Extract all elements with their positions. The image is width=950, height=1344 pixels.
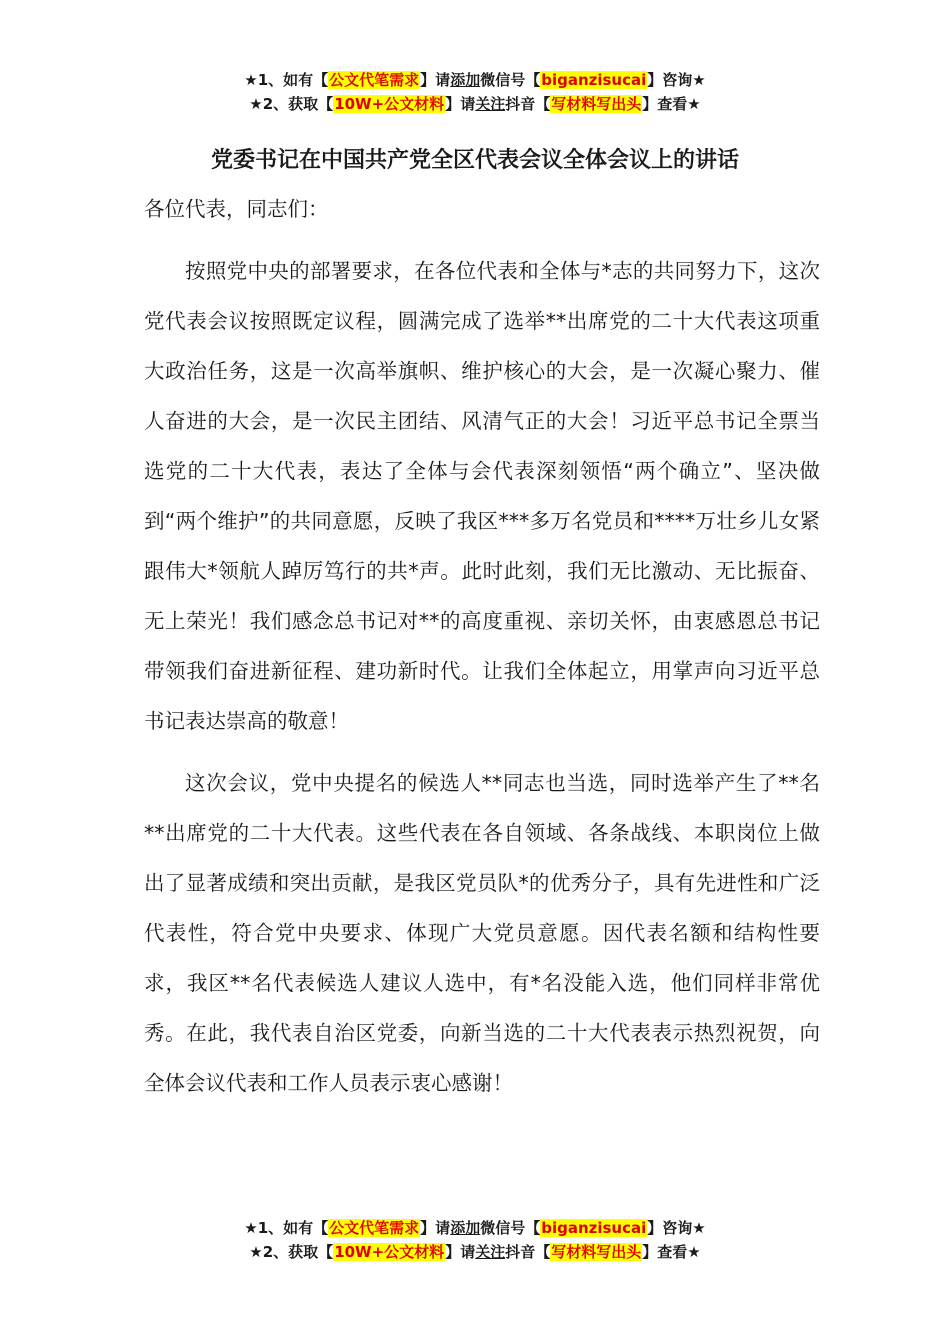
- promo-line-1: ★1、如有【公文代笔需求】请添加微信号【biganzisucai】咨询★: [244, 71, 706, 89]
- highlight-douyin-account: 写材料写出头: [551, 1243, 642, 1261]
- highlight-service: 公文代笔需求: [329, 1219, 420, 1237]
- highlight-materials: 10W+公文材料: [334, 1243, 445, 1261]
- document-title: 党委书记在中国共产党全区代表会议全体会议上的讲话: [210, 147, 739, 173]
- promo-line-2: ★2、获取【10W+公文材料】请关注抖音【写材料写出头】查看★: [249, 1243, 701, 1261]
- promo-banner-bottom: [0, 1216, 950, 1264]
- highlight-douyin-account: 写材料写出头: [551, 95, 642, 113]
- paragraph-2: 这次会议，党中央提名的候选人**同志也当选，同时选举产生了**名**出席党的二十大代表。这些代表在各自领域、各条战线、本职岗位上做出了显著成绩和突出贡献，是我区党员队*的优秀分子，具有先进性和广泛代表性，符合党中央要求、体现广大党员意愿。因代表名额和结构性要求，我区**名代表候选人建议人选中，有*名没能入选，他们同样非常优秀。在此，我代表自治区党委，向新当选的二十大代表表示热烈祝贺，向全体会议代表和工作人员表示衷心感谢！: [144, 771, 820, 1095]
- highlight-service: 公文代笔需求: [329, 71, 420, 89]
- document-body: [144, 184, 820, 1108]
- highlight-materials: 10W+公文材料: [334, 95, 445, 113]
- promo-line-2: ★2、获取【10W+公文材料】请关注抖音【写材料写出头】查看★: [249, 95, 701, 113]
- paragraph-1: 按照党中央的部署要求，在各位代表和全体与*志的共同努力下，这次党代表会议按照既定议程，圆满完成了选举**出席党的二十大代表这项重大政治任务，这是一次高举旗帜、维护核心的大会，是一次凝心聚力、催人奋进的大会，是一次民主团结、风清气正的大会！习近平总书记全票当选党的二十大代表，表达了全体与会代表深刻领悟“两个确立”、坚决做到“两个维护”的共同意愿，反映了我区***多万名党员和****万壮乡儿女紧跟伟大*领航人踔厉笃行的共*声。此时此刻，我们无比激动、无比振奋、无上荣光！我们感念总书记对**的高度重视、亲切关怀，由衷感恩总书记带领我们奋进新征程、建功新时代。让我们全体起立，用掌声向习近平总书记表达崇高的敬意！: [144, 259, 820, 733]
- highlight-wechat-id: biganzisucai: [541, 71, 647, 89]
- promo-line-1: ★1、如有【公文代笔需求】请添加微信号【biganzisucai】咨询★: [244, 1219, 706, 1237]
- promo-banner-top: [0, 68, 950, 116]
- greeting: 各位代表，同志们：: [144, 197, 329, 221]
- highlight-wechat-id: biganzisucai: [541, 1219, 647, 1237]
